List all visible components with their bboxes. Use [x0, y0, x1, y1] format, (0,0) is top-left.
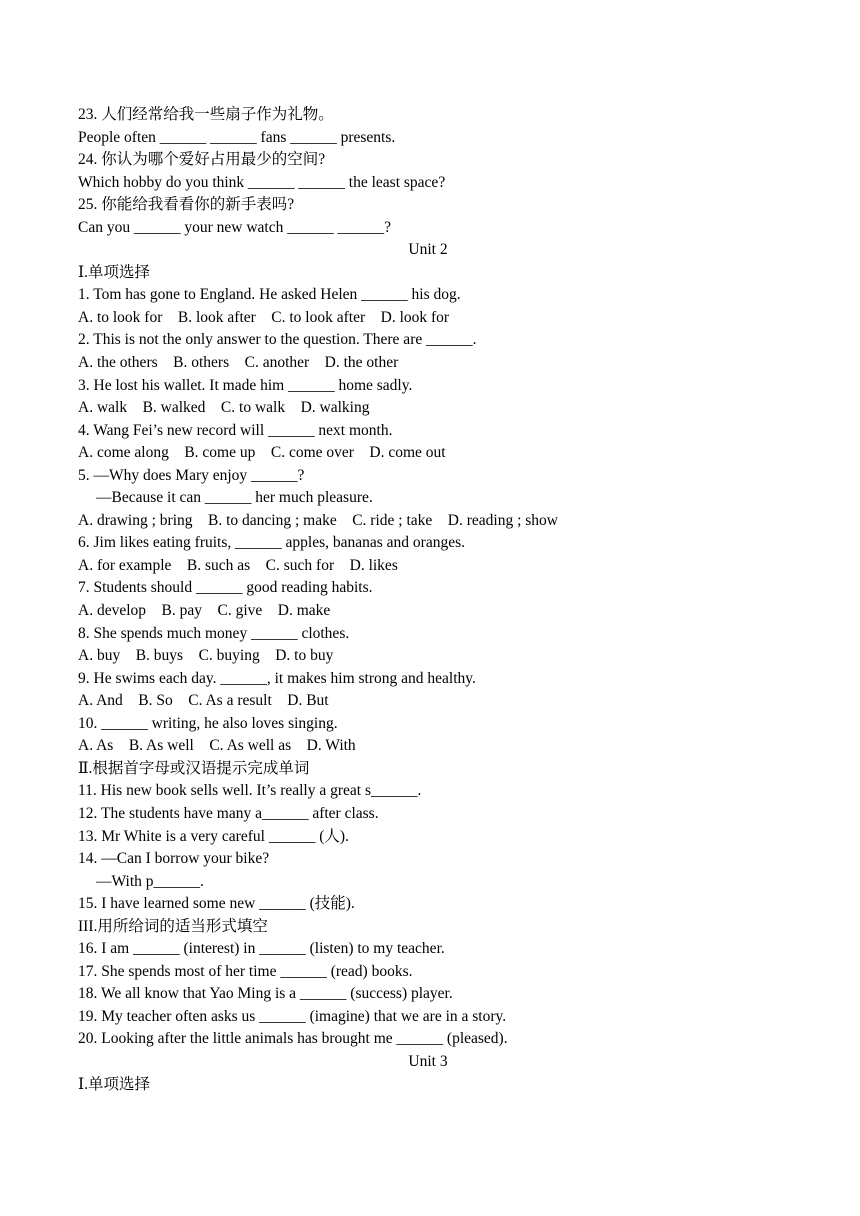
text-line: 10. ______ writing, he also loves singing. [78, 714, 338, 732]
text-line: —Because it can ______ her much pleasure. [96, 489, 373, 507]
text-line: 24. 你认为哪个爱好占用最少的空间? [78, 151, 326, 169]
text-line: 5. —Why does Mary enjoy ______? [78, 466, 305, 484]
text-line: A. buy B. buys C. buying D. to buy [78, 647, 334, 665]
text-line: 7. Students should ______ good reading habits. [78, 579, 373, 597]
text-line: A. walk B. walked C. to walk D. walking [78, 399, 370, 417]
text-line: A. for example B. such as C. such for D. likes [78, 556, 398, 574]
text-line: A. And B. So C. As a result D. But [78, 692, 329, 710]
text-line: Which hobby do you think ______ ______ the least space? [78, 173, 446, 191]
text-line: Can you ______ your new watch ______ ______? [78, 218, 391, 236]
text-line: 8. She spends much money ______ clothes. [78, 624, 350, 642]
text-line: Ⅰ.单项选择 [78, 263, 150, 281]
text-line: 14. —Can I borrow your bike? [78, 850, 270, 868]
text-line: 11. His new book sells well. It’s really a great s______. [78, 782, 422, 800]
text-line: 9. He swims each day. ______, it makes him strong and healthy. [78, 669, 476, 687]
text-line: 2. This is not the only answer to the question. There are ______. [78, 331, 477, 349]
text-line: 25. 你能给我看看你的新手表吗? [78, 196, 295, 214]
text-line: 15. I have learned some new ______ (技能). [78, 895, 355, 913]
text-line: Ⅱ.根据首字母或汉语提示完成单词 [78, 759, 310, 777]
text-line: 3. He lost his wallet. It made him ______ home sadly. [78, 376, 413, 394]
text-line: 17. She spends most of her time ______ (read) books. [78, 962, 413, 980]
text-line: 13. Mr White is a very careful ______ (人). [78, 827, 349, 845]
text-line: 4. Wang Fei’s new record will ______ next month. [78, 421, 393, 439]
text-line: 1. Tom has gone to England. He asked Helen ______ his dog. [78, 286, 461, 304]
worksheet-page [78, 104, 778, 1096]
text-line: 12. The students have many a______ after class. [78, 804, 379, 822]
text-line: Ⅰ.单项选择 [78, 1075, 150, 1093]
unit-heading: Unit 3 [408, 1052, 448, 1070]
text-line: 6. Jim likes eating fruits, ______ apples, bananas and oranges. [78, 534, 465, 552]
text-line: 18. We all know that Yao Ming is a ______ (success) player. [78, 985, 453, 1003]
text-line: 20. Looking after the little animals has brought me ______ (pleased). [78, 1030, 508, 1048]
text-line: 19. My teacher often asks us ______ (imagine) that we are in a story. [78, 1007, 507, 1025]
text-line: A. develop B. pay C. give D. make [78, 602, 331, 620]
text-line: III.用所给词的适当形式填空 [78, 917, 268, 935]
text-line: A. drawing ; bring B. to dancing ; make C. ride ; take D. reading ; show [78, 511, 558, 529]
text-line: —With p______. [96, 872, 204, 890]
text-line: 23. 人们经常给我一些扇子作为礼物。 [78, 106, 334, 123]
text-line: A. come along B. come up C. come over D. come out [78, 444, 446, 462]
text-line: People often ______ ______ fans ______ presents. [78, 128, 396, 146]
text-line: A. the others B. others C. another D. the other [78, 354, 399, 372]
text-line: 16. I am ______ (interest) in ______ (listen) to my teacher. [78, 940, 445, 958]
unit-heading: Unit 2 [408, 241, 448, 259]
text-line: A. to look for B. look after C. to look after D. look for [78, 308, 450, 326]
text-line: A. As B. As well C. As well as D. With [78, 737, 356, 755]
